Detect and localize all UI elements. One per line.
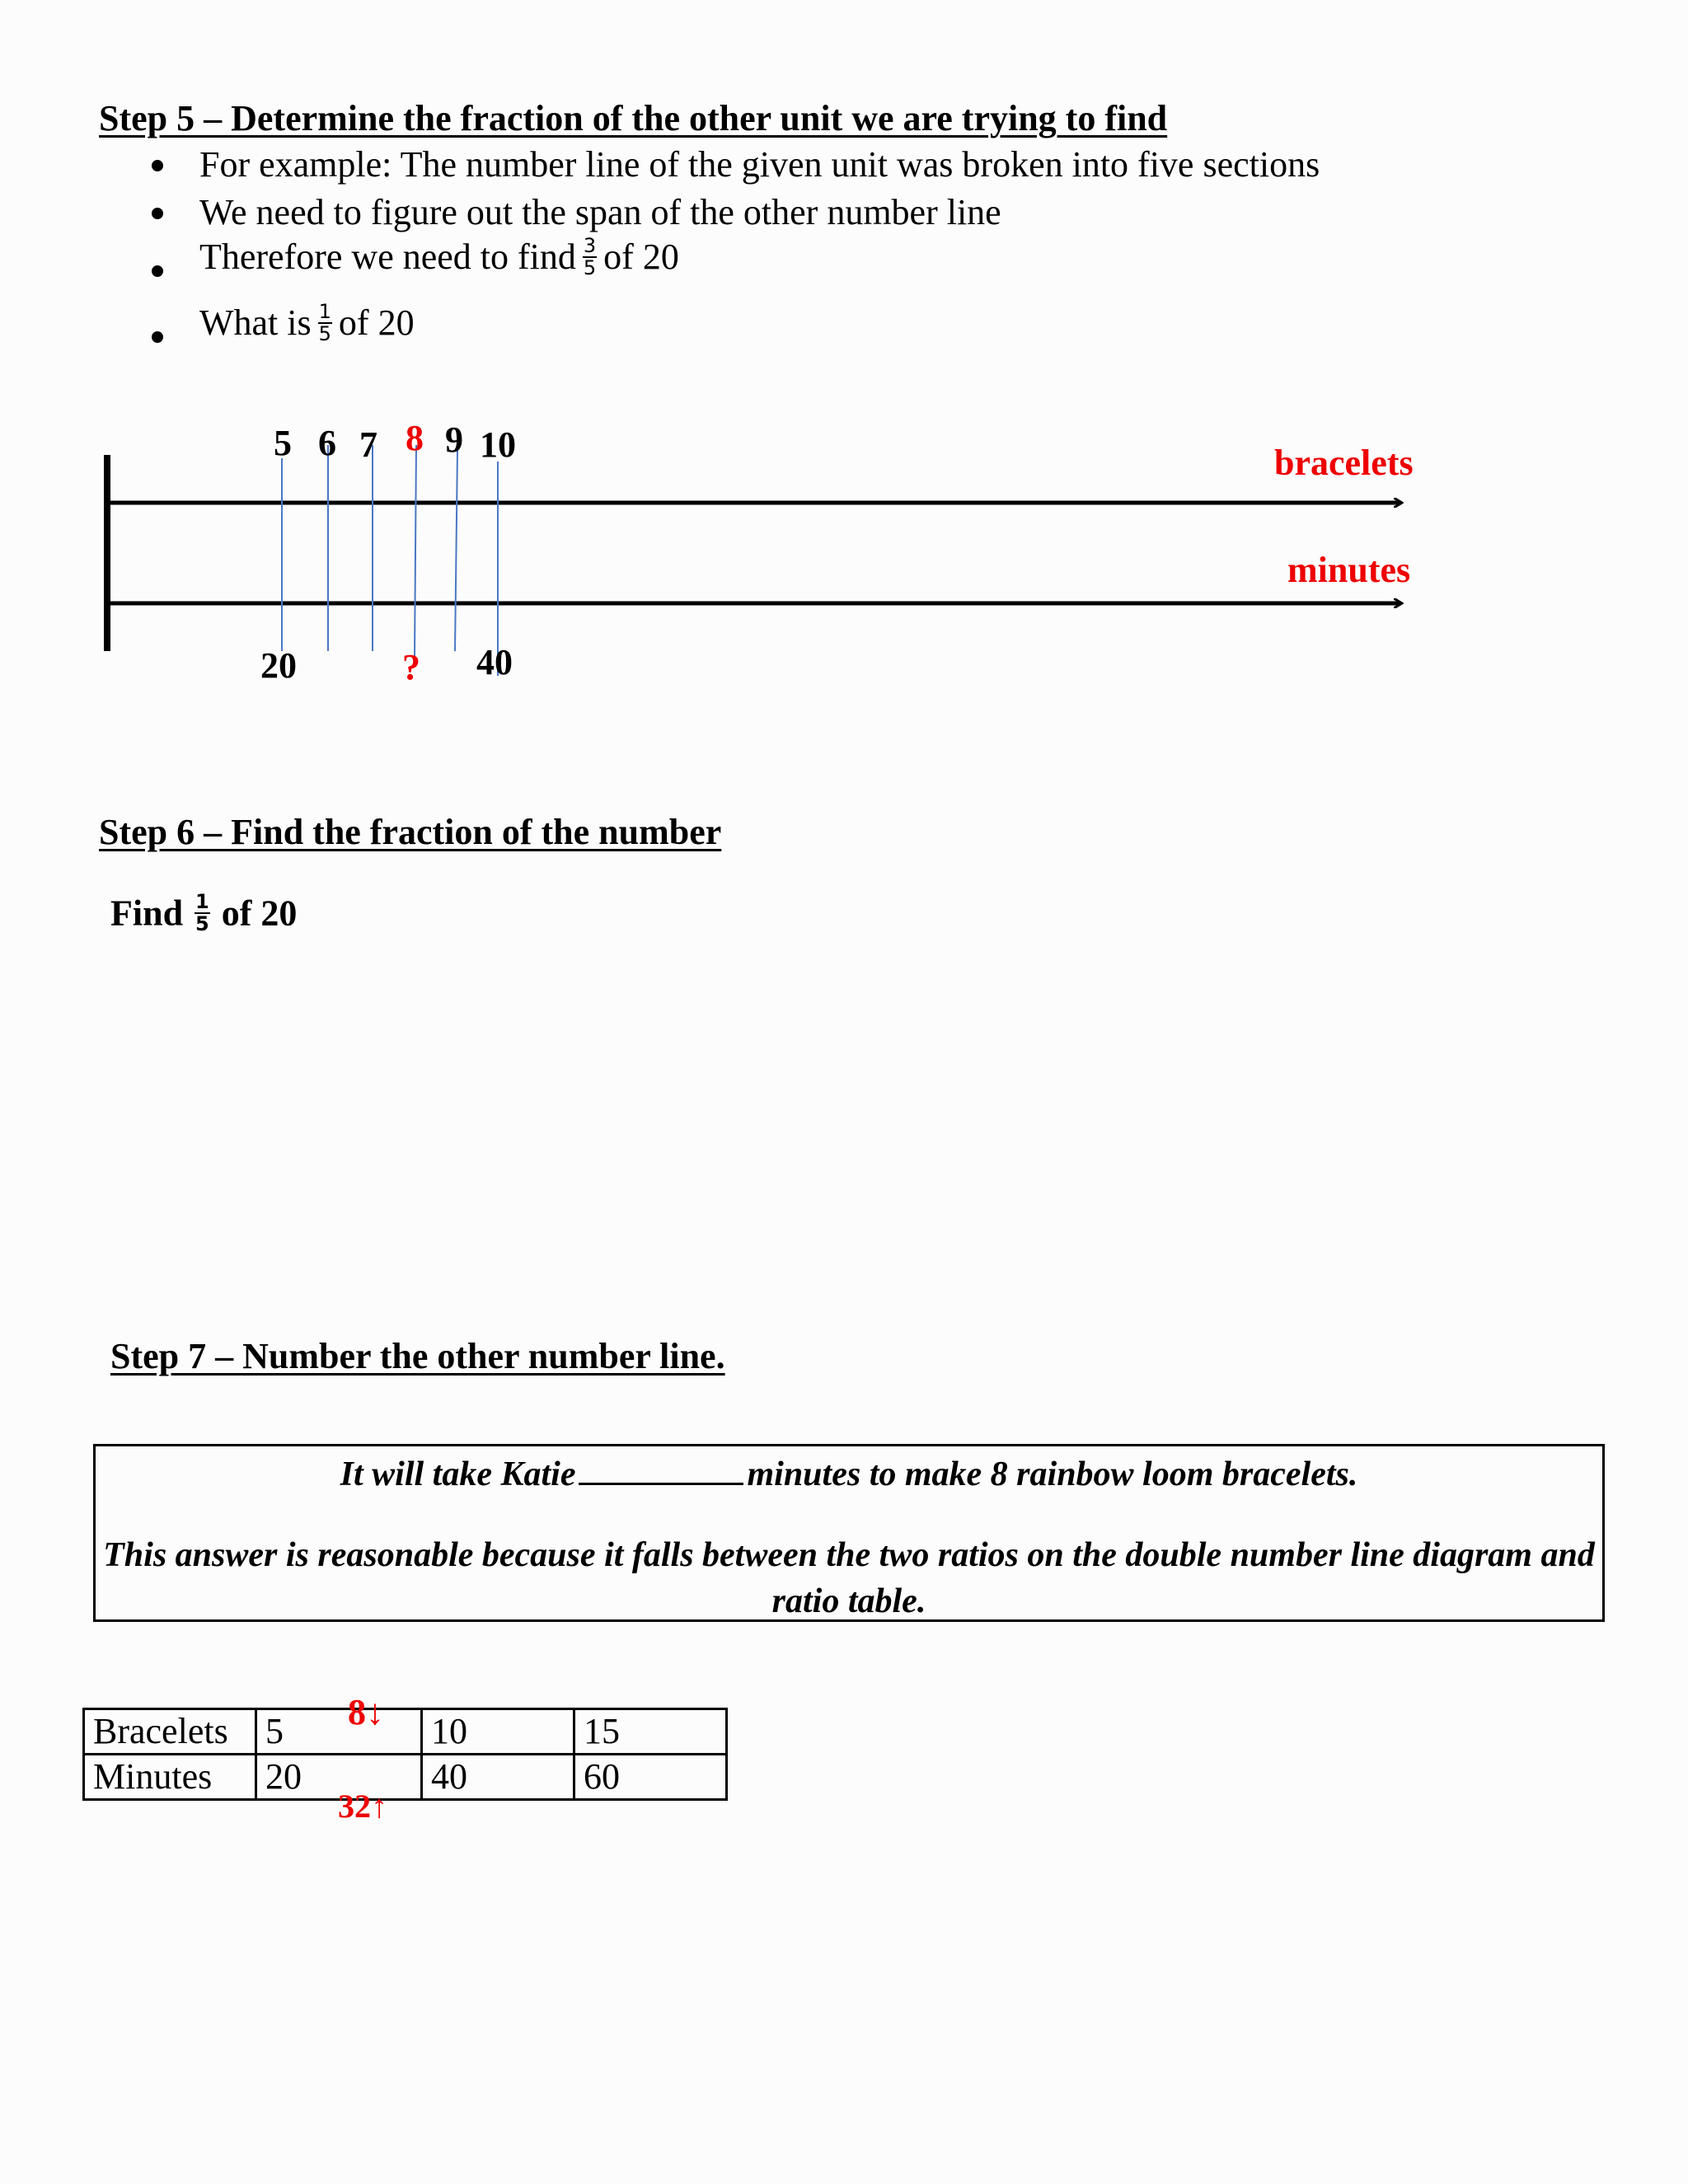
double-number-line-diagram <box>0 412 1688 709</box>
bullet-text: We need to figure out the span of the other number line <box>199 192 1001 232</box>
ratio-table <box>82 1708 728 1801</box>
table-row <box>84 1709 727 1755</box>
annotation-thirty-two-minutes: 32↑ <box>338 1788 387 1825</box>
list-item <box>152 236 679 279</box>
bullet-dot <box>152 331 163 343</box>
bullet-text: For example: The number line of the given unit was broken into five sections <box>199 144 1320 185</box>
bottom-label-unknown: ? <box>402 647 420 687</box>
top-label-8: 8 <box>406 418 424 458</box>
bullet-text: of 20 <box>338 302 415 344</box>
table-cell: 40 <box>422 1755 574 1800</box>
fraction-one-fifth: $\frac{1}{5}$ <box>195 889 209 935</box>
answer-box <box>93 1444 1605 1622</box>
table-cell <box>409 1709 422 1755</box>
fraction-one-fifth: $\frac{1}{5}$ <box>318 300 331 346</box>
answer-blank[interactable] <box>579 1451 743 1485</box>
list-item <box>152 302 415 344</box>
bottom-label-20: 20 <box>260 645 297 686</box>
bullet-text: Therefore we need to find <box>199 237 576 278</box>
row-header-bracelets: Bracelets <box>84 1709 256 1755</box>
bullet-dot <box>152 160 163 171</box>
bracelets-label: bracelets <box>1274 443 1414 483</box>
table-cell <box>409 1755 422 1800</box>
step7-heading: Step 7 – Number the other number line. <box>110 1336 725 1376</box>
step6-heading: Step 6 – Find the fraction of the number <box>99 812 722 852</box>
tick-9 <box>455 449 457 651</box>
table-cell: 5 <box>256 1709 410 1755</box>
top-label-5: 5 <box>274 423 292 463</box>
top-label-9: 9 <box>445 419 463 460</box>
table-cell: 60 <box>574 1755 727 1800</box>
table-cell: 20 <box>256 1755 410 1800</box>
answer-sentence: It will take Katie minutes to make 8 rainbow loom bracelets. <box>96 1451 1602 1494</box>
bullet-text: of 20 <box>603 237 679 278</box>
fraction-three-fifths: $\frac{3}{5}$ <box>583 234 597 280</box>
bullet-dot <box>152 265 163 277</box>
annotation-eight-bracelets: 8↓ <box>348 1692 384 1732</box>
tick-8 <box>415 445 416 659</box>
top-label-10: 10 <box>480 424 516 465</box>
row-header-minutes: Minutes <box>84 1755 256 1800</box>
table-cell: 10 <box>422 1709 574 1755</box>
table-row <box>84 1755 727 1800</box>
top-label-6: 6 <box>318 423 336 463</box>
step6-find-expression: Find $\frac{1}{5}$ of 20 <box>110 889 298 935</box>
bottom-label-40: 40 <box>476 642 513 682</box>
list-item <box>152 144 1320 185</box>
step5-bullet-list <box>152 144 1470 369</box>
reasonableness-statement: This answer is reasonable because it falls between the two ratios on the double number line diagram and ratio table. <box>103 1536 1595 1620</box>
bullet-dot <box>152 208 163 219</box>
tick-marks <box>282 445 498 676</box>
step5-heading: Step 5 – Determine the fraction of the other unit we are trying to find <box>99 98 1168 138</box>
table-cell: 15 <box>574 1709 727 1755</box>
minutes-label: minutes <box>1287 550 1411 590</box>
list-item <box>152 194 1001 231</box>
bullet-text: What is <box>199 302 312 344</box>
top-label-7: 7 <box>359 424 377 465</box>
